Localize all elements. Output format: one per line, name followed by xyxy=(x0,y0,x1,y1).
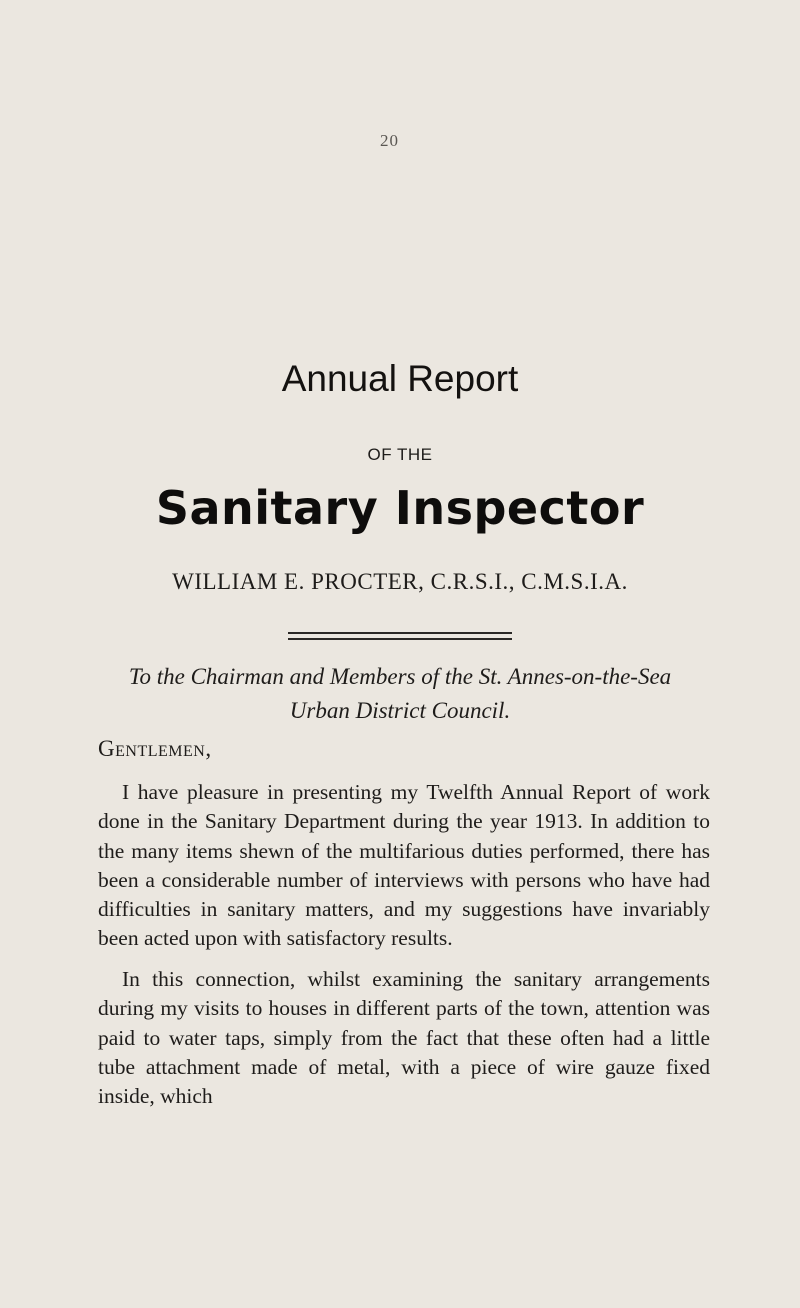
page-number: 20 xyxy=(380,131,399,150)
inspector-name: WILLIAM E. PROCTER, C.R.S.I., C.M.S.I.A. xyxy=(172,569,628,594)
salutation: Gentlemen, xyxy=(98,736,212,761)
divider-rule-top xyxy=(288,632,512,634)
address-line-1: To the Chairman and Members of the St. Annes-on-the-Sea xyxy=(128,664,672,689)
address-block xyxy=(0,660,800,728)
body-paragraph-1: I have pleasure in presenting my Twelfth Annual Report of work done in the Sanitary Department during the year 1913. In addition to the many items shewn of the multifarious duties performed, there has been a considerable number of interviews with persons who have had difficulties in sanitary matters, and my suggestions have invariably been acted upon with satisfactory results. xyxy=(98,780,710,951)
report-subject: Sanitary Inspector xyxy=(155,481,645,535)
divider-rule-bottom xyxy=(288,638,512,640)
body-paragraph-2: In this connection, whilst examining the sanitary arrangements during my visits to houses in different parts of the town, attention was paid to water taps, simply from the fact that these often had a little tube attachment made of metal, with a piece of wire gauze fixed inside, which xyxy=(98,967,710,1109)
report-title: Annual Report xyxy=(281,358,519,399)
of-the-label: OF THE xyxy=(367,445,433,464)
address-line-2: Urban District Council. xyxy=(289,698,511,723)
